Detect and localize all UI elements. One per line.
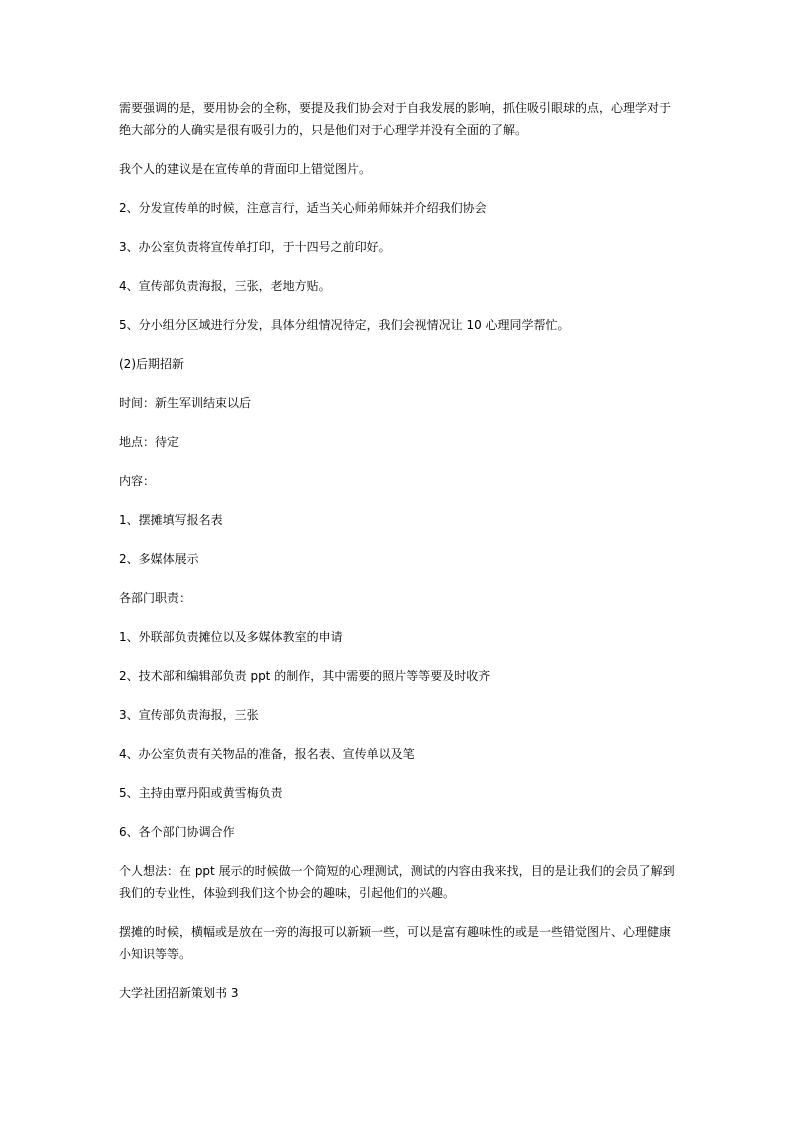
list-item: 1、摆摊填写报名表 <box>119 513 223 527</box>
list-item: 4、办公室负责有关物品的准备，报名表、宣传单以及笔 <box>119 747 415 761</box>
list-item: 2、分发宣传单的时候，注意言行，适当关心师弟师妹并介绍我们协会 <box>119 201 487 215</box>
list-item: 2、多媒体展示 <box>119 552 199 566</box>
list-item: 4、宣传部负责海报，三张，老地方贴。 <box>119 279 331 293</box>
list-item: 2、技术部和编辑部负责 ppt 的制作，其中需要的照片等等要及时收齐 <box>119 669 491 683</box>
time-line: 时间：新生军训结束以后 <box>119 396 252 410</box>
section-heading-late-recruitment: (2)后期招新 <box>119 357 184 371</box>
content-heading: 内容： <box>119 474 156 488</box>
document-section-title: 大学社团招新策划书 3 <box>119 986 239 1000</box>
list-item: 3、办公室负责将宣传单打印，于十四号之前印好。 <box>119 240 391 254</box>
location-line: 地点：待定 <box>119 435 180 449</box>
paragraph-booth-idea: 摆摊的时候，横幅或是放在一旁的海报可以新颖一些，可以是富有趣味性的或是一些错觉图片、心理健康小知识等等。 <box>119 925 672 961</box>
paragraph-personal-suggestion: 我个人的建议是在宣传单的背面印上错觉图片。 <box>119 162 372 176</box>
document-body <box>119 97 679 1021</box>
paragraph-personal-idea: 个人想法：在 ppt 展示的时候做一个简短的心理测试，测试的内容由我来找，目的是让我们的会员了解到我们的专业性，体验到我们这个协会的趣味，引起他们的兴趣。 <box>119 864 675 900</box>
list-item: 6、各个部门协调合作 <box>119 825 235 839</box>
list-item: 5、分小组分区域进行分发，具体分组情况待定，我们会视情况让 10 心理同学帮忙。 <box>119 318 570 332</box>
list-item: 1、外联部负责摊位以及多媒体教室的申请 <box>119 630 343 644</box>
list-item: 5、主持由覃丹阳或黄雪梅负责 <box>119 786 283 800</box>
paragraph-emphasis-note: 需要强调的是，要用协会的全称，要提及我们协会对于自我发展的影响，抓住吸引眼球的点，心理学对于绝大部分的人确实是很有吸引力的，只是他们对于心理学并没有全面的了解。 <box>119 101 672 137</box>
list-item: 3、宣传部负责海报，三张 <box>119 708 259 722</box>
responsibilities-heading: 各部门职责： <box>119 591 192 605</box>
